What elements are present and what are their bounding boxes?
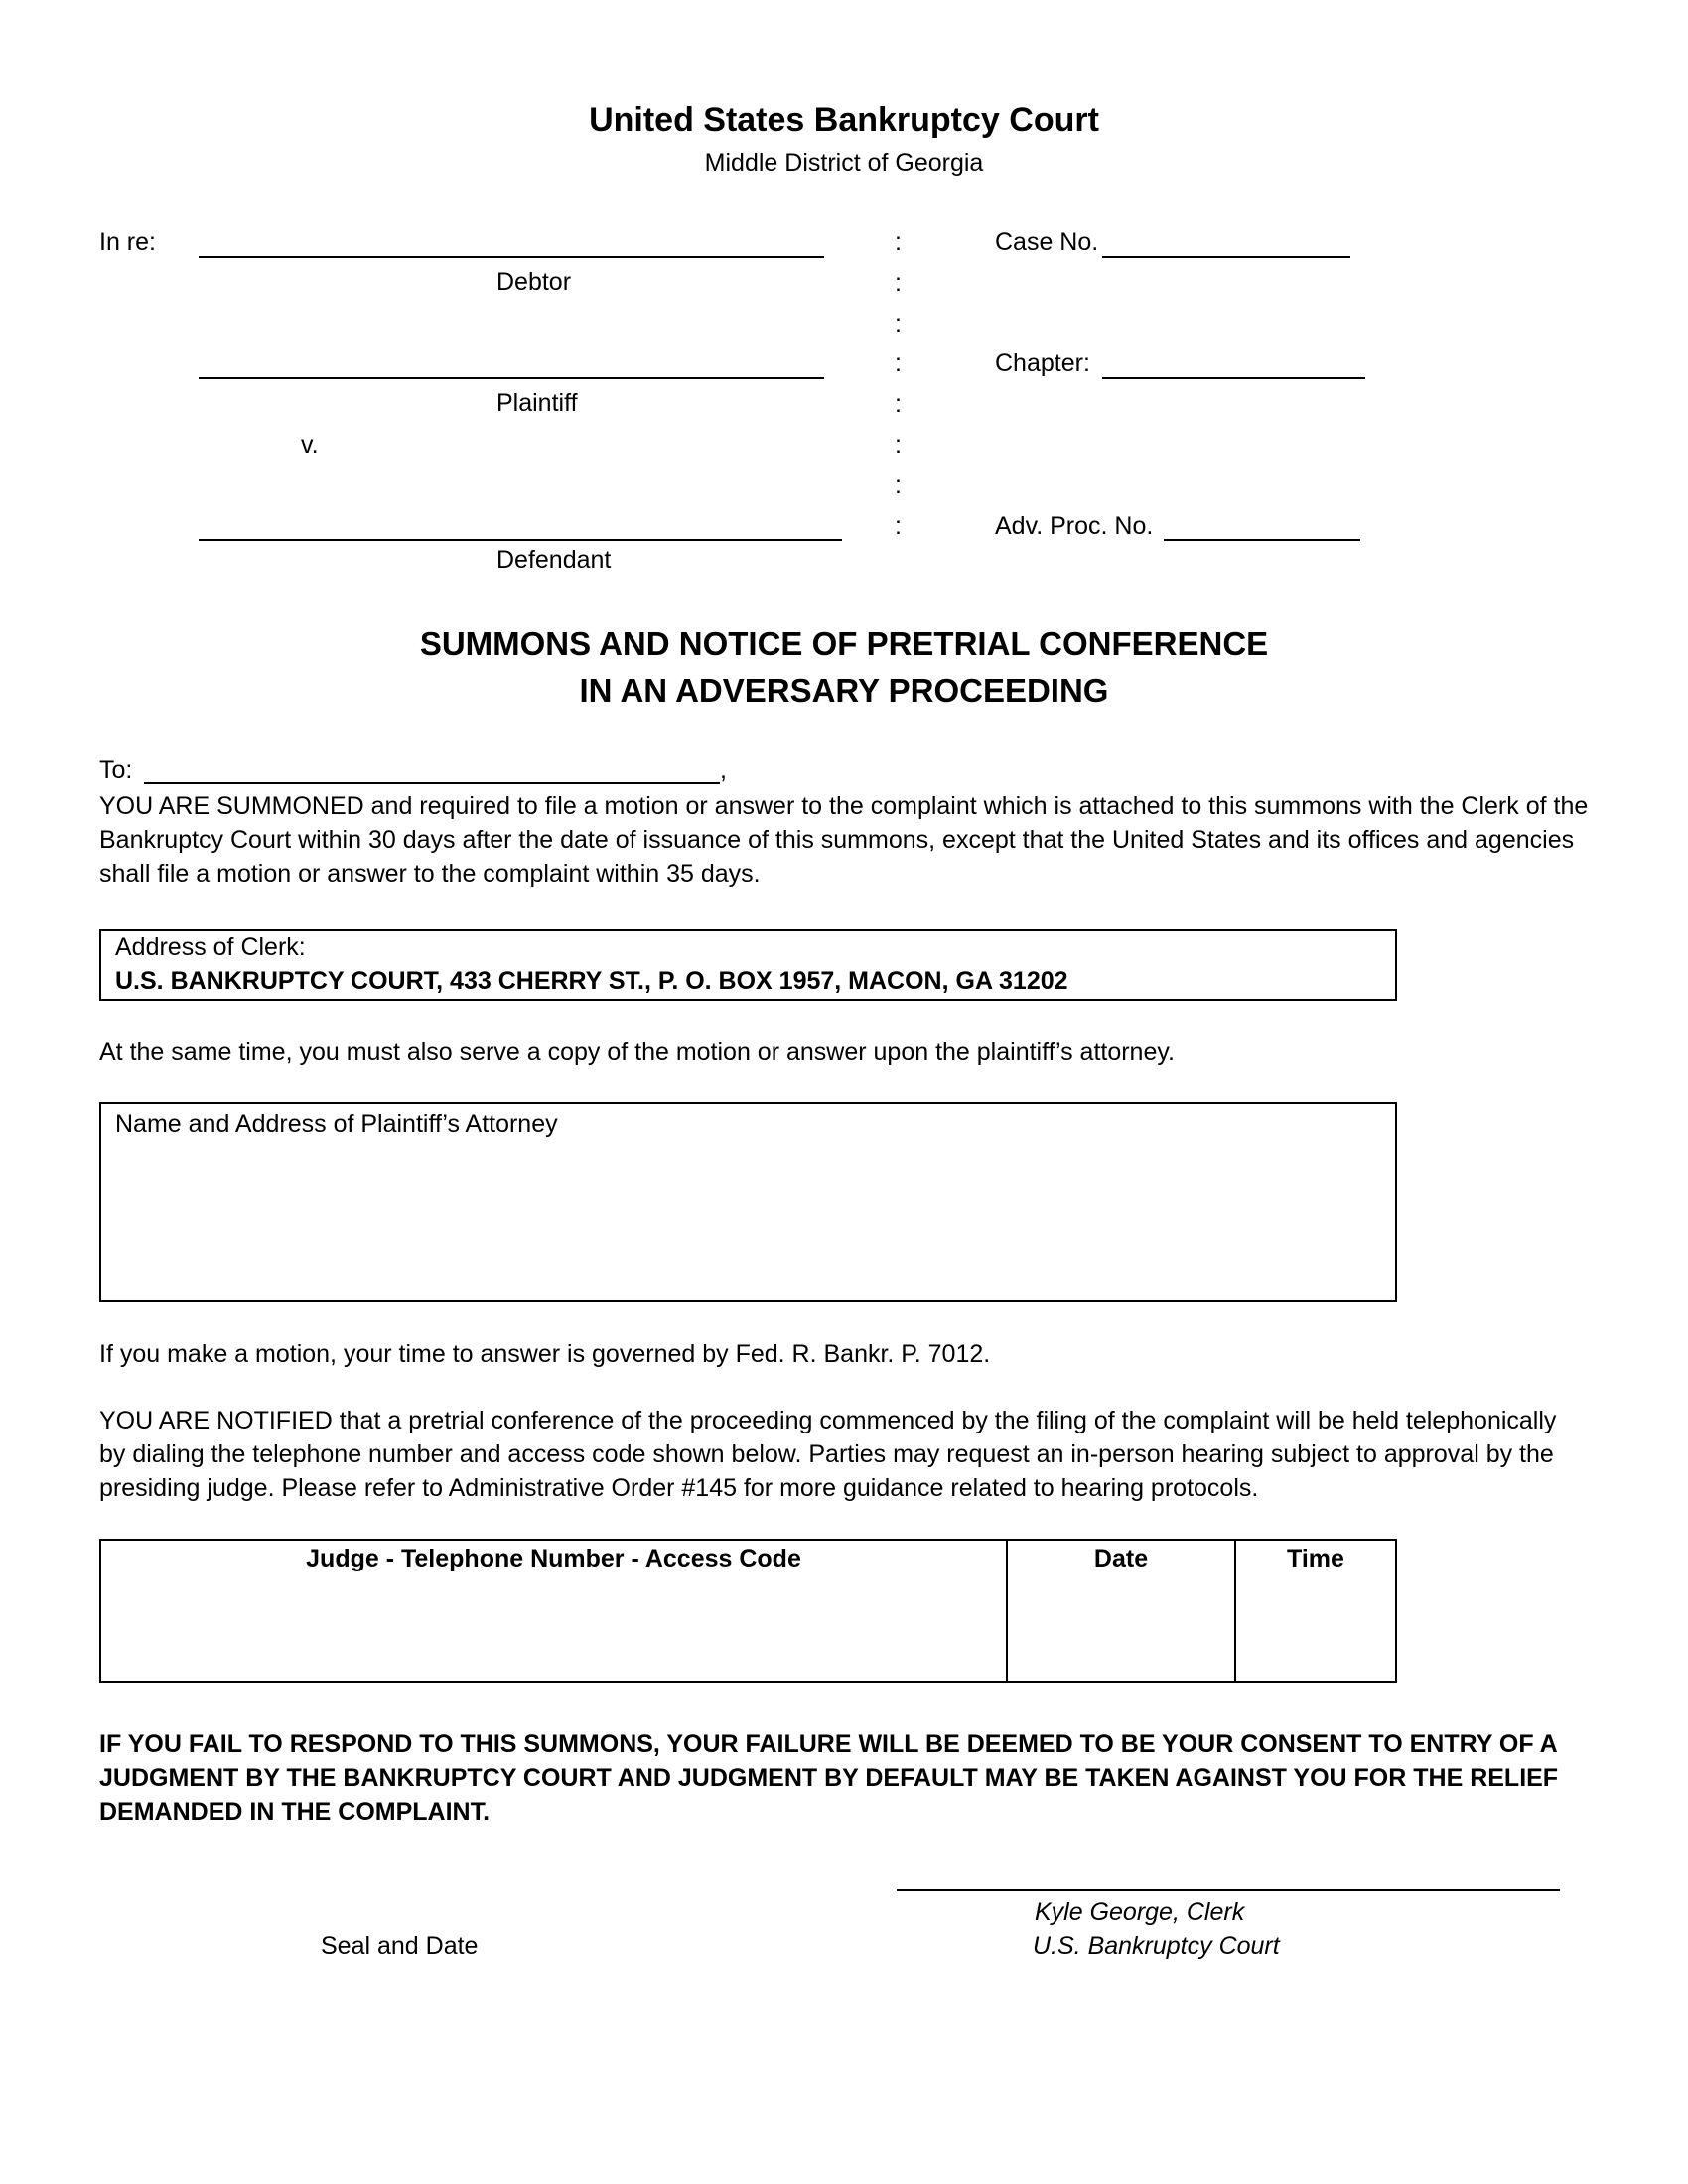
chapter-label: Chapter: [995,349,1090,377]
default-warning: IF YOU FAIL TO RESPOND TO THIS SUMMONS, YOUR FAILURE WILL BE DEEMED TO BE YOUR CONSENT TO ENTRY OF A JUDGMENT BY THE BANKRUPTCY COURT AND JUDGMENT BY DEFAULT MAY BE TAKEN AGAINST YOU FOR THE RELIEF DEMANDED IN THE COMPLAINT. [99,1730,1559,1826]
attorney-box-label: Name and Address of Plaintiff’s Attorney [115,1110,558,1138]
date-header: Date [1007,1540,1235,1682]
judge-phone-access-header: Judge - Telephone Number - Access Code [100,1540,1007,1682]
signature-line[interactable] [897,1889,1560,1891]
chapter-line[interactable] [1102,377,1365,379]
caption-colon: : [895,512,902,540]
clerk-address-box [99,929,1397,1001]
serve-paragraph: At the same time, you must also serve a copy of the motion or answer upon the plaintiff’s attorney. [99,1038,1175,1066]
caption-colon: : [895,349,902,377]
caption-colon: : [895,431,902,459]
notified-paragraph: YOU ARE NOTIFIED that a pretrial conference of the proceeding commenced by the filing of the complaint will be held telephonically by dialing the telephone number and access code shown below. Parties may request an in-person hearing subject to approval by the presiding judge. Please refer to Administrative Order #145 for more guidance related to hearing protocols. [99,1407,1557,1502]
seal-and-date-label: Seal and Date [321,1932,479,1960]
time-header: Time [1235,1540,1396,1682]
to-line[interactable] [144,782,720,784]
defendant-name-line[interactable] [199,539,842,541]
adv-proc-line[interactable] [1164,539,1360,541]
in-re-label: In re: [99,228,156,256]
to-label: To: [99,756,133,784]
clerk-name: Kyle George, Clerk [1035,1898,1245,1926]
adv-proc-label: Adv. Proc. No. [995,512,1154,540]
title-line-1: SUMMONS AND NOTICE OF PRETRIAL CONFERENCE [419,625,1269,662]
caption-colon: : [895,228,902,256]
case-no-line[interactable] [1102,256,1350,258]
defendant-label: Defendant [496,546,612,574]
caption-colon: : [895,390,902,418]
motion-paragraph: If you make a motion, your time to answer is governed by Fed. R. Bankr. P. 7012. [99,1340,991,1368]
caption-colon: : [895,472,902,499]
title-line-2: IN AN ADVERSARY PROCEEDING [579,672,1109,709]
plaintiff-label: Plaintiff [496,389,578,417]
debtor-label: Debtor [496,268,572,296]
clerk-address: U.S. BANKRUPTCY COURT, 433 CHERRY ST., P. O. BOX 1957, MACON, GA 31202 [115,967,1068,995]
to-comma: , [720,756,727,784]
attorney-box[interactable] [99,1102,1397,1302]
caption-colon: : [895,269,902,297]
clerk-address-label: Address of Clerk: [115,933,306,961]
district-name: Middle District of Georgia [704,149,984,177]
summons-paragraph: YOU ARE SUMMONED and required to file a motion or answer to the complaint which is attached to this summons with the Clerk of the Bankruptcy Court within 30 days after the date of issuance of this summons, except that the United States and its offices and agencies shall file a motion or answer to the complaint within 35 days. [99,792,1589,887]
clerk-court: U.S. Bankruptcy Court [1033,1932,1280,1960]
conference-schedule-table [99,1539,1397,1683]
plaintiff-name-line[interactable] [199,377,824,379]
court-name: United States Bankruptcy Court [589,101,1099,139]
versus-label: v. [301,431,319,459]
debtor-name-line[interactable] [199,256,824,258]
case-no-label: Case No. [995,228,1099,256]
caption-colon: : [895,310,902,338]
